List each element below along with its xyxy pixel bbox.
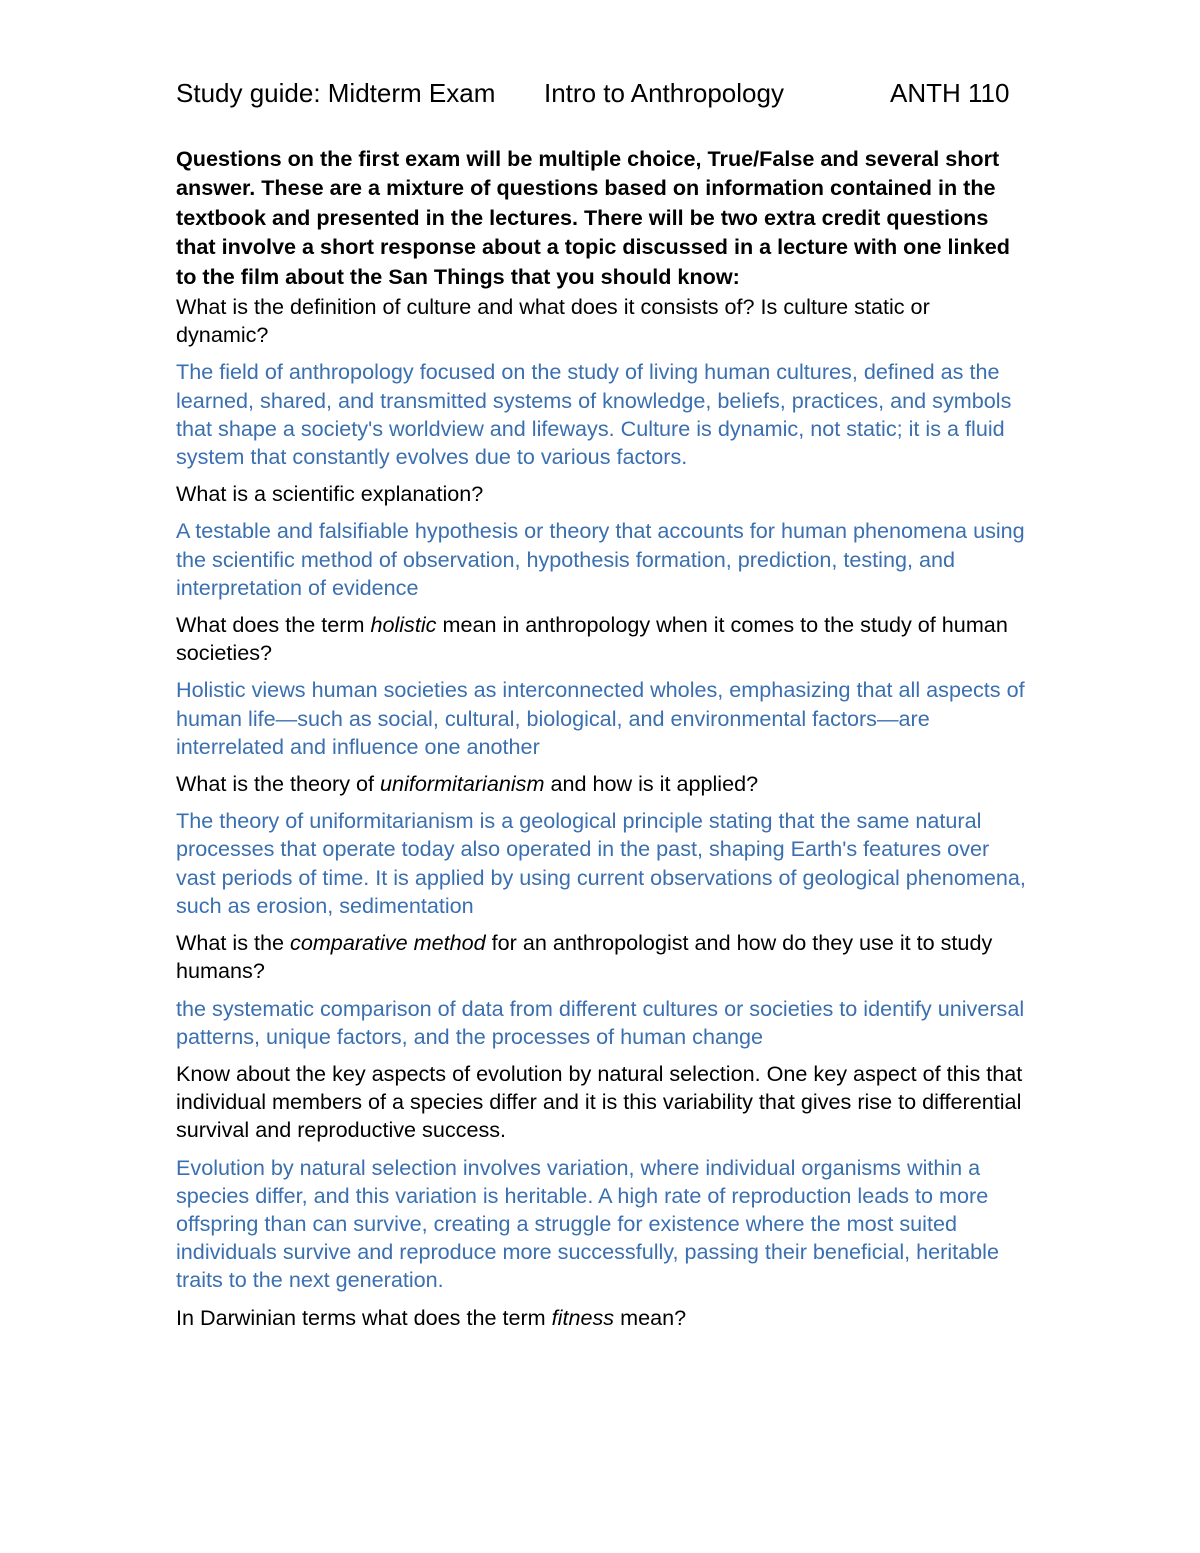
answer-3: Holistic views human societies as interconnected wholes, emphasizing that all aspects of human life—such as social, cultural, biological, and environmental factors—are interrelated and influence one another: [176, 677, 1025, 759]
question-2: What is a scientific explanation?: [176, 481, 484, 507]
question-3: What does the term holistic mean in anthropology when it comes to the study of human societies?: [176, 612, 1008, 666]
term-holistic: holistic: [370, 612, 437, 638]
term-fitness: fitness: [551, 1304, 615, 1330]
term-uniformitarianism: uniformitarianism: [380, 771, 545, 797]
answer-5: the systematic comparison of data from different cultures or societies to identify universal patterns, unique factors, and the processes of human change: [176, 995, 1025, 1049]
answer-1: The field of anthropology focused on the study of living human cultures, defined as the learned, shared, and transmitted systems of knowledge, beliefs, practices, and symbols that shape a society's worldview and lifeways. Culture is dynamic, not static; it is a fluid system that constantly evolves due to various factors.: [176, 359, 1012, 470]
answer-6: Evolution by natural selection involves variation, where individual organisms within a species differ, and this variation is heritable. A high rate of reproduction leads to more offspring than can survive, creating a struggle for existence where the most suited individuals survive and reproduce more successfully, passing their beneficial, heritable traits to the next generation.: [176, 1154, 999, 1293]
document-header: [176, 76, 1018, 110]
header-course-name: Intro to Anthropology: [544, 78, 784, 108]
question-4: What is the theory of uniformitarianism and how is it applied?: [176, 771, 759, 797]
question-1: What is the definition of culture and what does it consists of? Is culture static or dynamic?: [176, 294, 930, 348]
answer-4: The theory of uniformitarianism is a geological principle stating that the same natural processes that operate today also operated in the past, shaping Earth's features over vast periods of time. It is applied by using current observations of geological phenomena, such as erosion, sedimentation: [176, 808, 1026, 918]
question-5: What is the comparative method for an anthropologist and how do they use it to study humans?: [176, 930, 993, 984]
exam-instructions: Questions on the first exam will be multiple choice, True/False and several short answer. These are a mixture of questions based on information contained in the textbook and presented in the lectures. There will be two extra credit questions that involve a short response about a topic discussed in a lecture with one linked to the film about the San Things that you should know:: [176, 146, 1010, 289]
question-6: Know about the key aspects of evolution by natural selection. One key aspect of this that individual members of a species differ and it is this variability that gives rise to differential survival and reproductive success.: [176, 1060, 1023, 1143]
document-body: [176, 144, 1026, 1341]
term-comparative-method: comparative method: [290, 930, 486, 956]
header-course-code: ANTH 110: [890, 78, 1010, 108]
answer-2: A testable and falsifiable hypothesis or theory that accounts for human phenomena using the scientific method of observation, hypothesis formation, prediction, testing, and interpretation of evidence: [176, 518, 1025, 600]
header-title: Study guide: Midterm Exam: [176, 78, 496, 108]
question-7: In Darwinian terms what does the term fitness mean?: [176, 1304, 687, 1330]
